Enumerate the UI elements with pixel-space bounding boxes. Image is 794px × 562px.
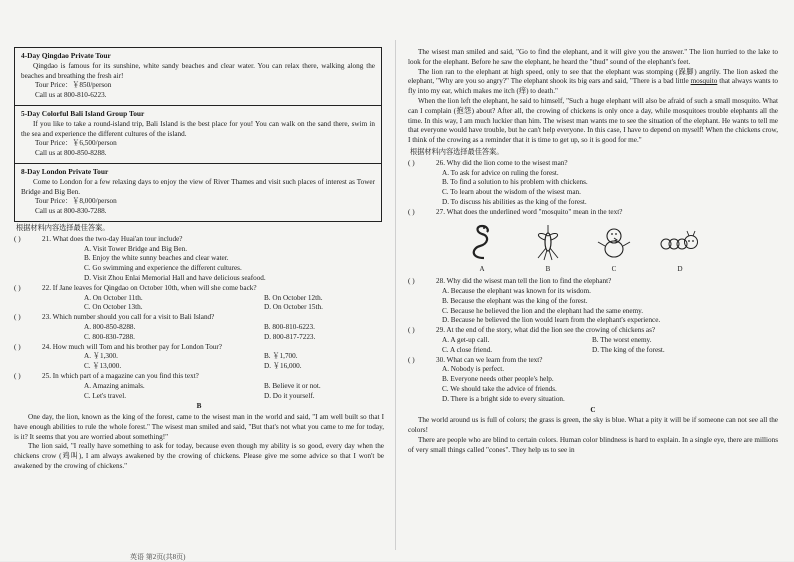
question-23 xyxy=(14,313,384,342)
question-stem: 24. How much will Tom and his brother pay for London Tour? xyxy=(42,342,222,351)
bird-icon xyxy=(592,222,636,262)
picture-label: D xyxy=(677,265,683,274)
story-paragraph: The world around us is full of colors; the grass is green, the sky is blue. What a pity it will be if someone can not see all the colors! xyxy=(408,416,778,435)
option: C. 800-830-7288. xyxy=(84,332,135,341)
question-28 xyxy=(408,277,778,326)
page-footer: 英语 第2页(共8页) xyxy=(130,553,186,561)
option-list xyxy=(408,169,778,208)
option-list xyxy=(408,287,778,326)
instruction-a: 根据材料内容选择最佳答案。 xyxy=(16,223,110,232)
option: D. On October 15th. xyxy=(264,303,323,312)
option: D. There is a bright side to every situation. xyxy=(442,394,565,403)
answer-blank[interactable]: ( ) xyxy=(408,326,415,335)
story-paragraph: The lion said, "I really have something to ask for today, because even though my ability is so good, every day when the chickens crow (鸡叫), I am always awakened by the crowing of chickens. Please give me some advice so that I won't be awakened by the crowing of chickens." xyxy=(14,442,384,471)
option: A. Amazing animals. xyxy=(84,381,145,390)
story-paragraph xyxy=(408,68,778,97)
ad-phone: Call us at 800-810-6223. xyxy=(35,91,107,100)
option: C. We should take the advice of friends. xyxy=(442,384,557,393)
caterpillar-icon xyxy=(658,222,702,262)
question-stem: 29. At the end of the story, what did the lion see the crowing of chickens as? xyxy=(436,326,656,335)
column-divider xyxy=(395,40,396,550)
mosquito-icon xyxy=(526,222,570,262)
question-stem: 23. Which number should you call for a visit to Bali Island? xyxy=(42,313,215,322)
option: A. Because the elephant was known for its wisdom. xyxy=(442,286,591,295)
option: C. On October 13th. xyxy=(84,303,143,312)
question-stem: 27. What does the underlined word "mosquito" mean in the text? xyxy=(436,207,623,216)
option-list xyxy=(14,294,384,314)
option: A. 800-850-8288. xyxy=(84,322,136,331)
ad-price: Tour Price：￥850/person xyxy=(35,81,112,90)
option: D. Do it yourself. xyxy=(264,391,315,400)
question-25 xyxy=(14,372,384,401)
snake-icon xyxy=(460,222,504,262)
option: B. To find a solution to his problem with chickens. xyxy=(442,178,588,187)
option: B. On October 12th. xyxy=(264,293,323,302)
question-stem: 21. What does the two-day Huai'an tour include? xyxy=(42,234,183,243)
question-30 xyxy=(408,356,778,405)
tour-ad-bali xyxy=(15,106,381,164)
option: D. To discuss his abilities as the king of the forest. xyxy=(442,197,587,206)
section-b-heading: B xyxy=(196,402,202,411)
tour-ad-qingdao xyxy=(15,48,381,106)
option: B. ￥1,700. xyxy=(264,352,298,361)
question-29 xyxy=(408,326,778,355)
ad-phone: Call us at 800-850-8288. xyxy=(35,149,107,158)
ad-title: 4-Day Qingdao Private Tour xyxy=(21,51,111,60)
option: B. 800-810-6223. xyxy=(264,322,315,331)
option: C. Go swimming and experience the different cultures. xyxy=(84,264,242,273)
picture-label: C xyxy=(611,265,617,274)
option: D. 800-817-7223. xyxy=(264,332,316,341)
tour-ad-london xyxy=(15,164,381,221)
option-list xyxy=(14,323,384,343)
story-paragraph: The wisest man smiled and said, "Go to find the elephant, and it will give you the answer." The lion hurried to the lake to look for the elephant. Before he saw the elephant, he heard the "thud" sound of the elephant's feet. xyxy=(408,48,778,66)
right-column xyxy=(408,48,778,455)
answer-blank[interactable]: ( ) xyxy=(14,371,21,380)
answer-blank[interactable]: ( ) xyxy=(408,158,415,167)
ad-body: Come to London for a few relaxing days to enjoy the view of River Thames and visit such places of interest as Tower Bridge and Big Ben. xyxy=(21,177,375,196)
picture-option-b xyxy=(524,222,572,276)
story-paragraph: One day, the lion, known as the king of the forest, came to the wisest man in the world and said, "I am well built so that I have enough abilities to rule the whole forest." The wisest man smiled and said, "But that's not what you came to me for today, is it? It seems that you are worried about something!" xyxy=(14,413,384,441)
answer-blank[interactable]: ( ) xyxy=(14,283,21,292)
option: B. Enjoy the white sunny beaches and clear water. xyxy=(84,254,229,263)
option: A. On October 11th. xyxy=(84,293,143,302)
question-27 xyxy=(408,208,778,275)
ad-title: 8-Day London Private Tour xyxy=(21,166,109,176)
option: D. ￥16,000. xyxy=(264,362,302,371)
answer-blank[interactable]: ( ) xyxy=(14,234,21,243)
picture-option-c xyxy=(590,222,638,276)
ad-title: 5-Day Colorful Bali Island Group Tour xyxy=(21,108,145,118)
option-list xyxy=(14,352,384,372)
story-paragraph: There are people who are blind to certain colors. Human color blindness is hard to explain. In a single eye, there are millions of very small things called "cones". They help us to see in xyxy=(408,435,778,454)
option: C. Because he believed the lion and the elephant had the same enemy. xyxy=(442,306,644,315)
story-text: that always wants to fly into my ear, which makes me itch (痒) to death." xyxy=(408,77,779,96)
ad-price: Tour Price：￥6,500/person xyxy=(35,139,117,148)
option: A. A get-up call. xyxy=(442,335,490,344)
option: C. Let's travel. xyxy=(84,391,127,400)
answer-blank[interactable]: ( ) xyxy=(14,342,21,351)
option: B. The worst enemy. xyxy=(592,335,652,344)
option: A. Visit Tower Bridge and Big Ben. xyxy=(84,244,188,253)
option: A. ￥1,300. xyxy=(84,352,118,361)
option: A. To ask for advice on ruling the forest. xyxy=(442,168,559,177)
question-stem: 25. In which part of a magazine can you find this text? xyxy=(42,371,199,380)
answer-blank[interactable]: ( ) xyxy=(408,277,415,286)
ad-body: Qingdao is famous for its sunshine, white sandy beaches and clear water. You can relax there, walking along the beaches and breathing the fresh air! xyxy=(21,61,375,80)
ad-body: If you like to take a round-island trip, Bali Island is the best place for you! You can walk on the sand there, swim in the sea and experience the different cultures of the island. xyxy=(21,119,375,138)
picture-label: B xyxy=(545,265,551,274)
ad-phone: Call us at 800-830-7288. xyxy=(35,207,107,216)
question-stem: 30. What can we learn from the text? xyxy=(436,355,543,364)
ad-price: Tour Price：￥8,000/person xyxy=(35,197,117,206)
option: D. Visit Zhou Enlai Memorial Hall and have delicious seafood. xyxy=(84,273,266,282)
instruction-b: 根据材料内容选择最佳答案。 xyxy=(410,147,504,156)
option: B. Because the elephant was the king of the forest. xyxy=(442,296,588,305)
question-24 xyxy=(14,343,384,372)
underlined-word-mosquito: mosquito xyxy=(690,77,718,86)
option-list xyxy=(408,336,778,356)
question-stem: 22. If Jane leaves for Qingdao on October 10th, when will she come back? xyxy=(42,283,257,292)
option-list xyxy=(408,365,778,404)
option: C. ￥13,000. xyxy=(84,362,122,371)
section-c-heading: C xyxy=(590,405,596,414)
option-list xyxy=(14,382,384,402)
picture-label: A xyxy=(479,265,485,274)
option: C. A close friend. xyxy=(442,345,493,354)
option: A. Nobody is perfect. xyxy=(442,365,505,374)
question-22 xyxy=(14,284,384,313)
answer-blank[interactable]: ( ) xyxy=(408,207,415,216)
question-stem: 26. Why did the lion come to the wisest man? xyxy=(436,158,568,167)
option: C. To learn about the wisdom of the wisest man. xyxy=(442,188,581,197)
left-column xyxy=(14,0,384,472)
tour-ads-table xyxy=(14,47,382,222)
story-paragraph: When the lion left the elephant, he said to himself, "Such a huge elephant will also be afraid of such a small mosquito. What can I complain (抱怨) about? After all, the crowing of chickens is only once a day, while mosquitoes trouble elephants all the time. In this way, I am much luckier than him. The wisest man wants me to see the situation of the elephant. He wants to tell me that everyone would have trouble, but he can't help everyone. In this case, I have to depend on myself! When the chickens crow, I think of the crowing as a reminder that it is time to get up, so it is good for me." xyxy=(408,96,778,145)
option: D. Because he believed the lion would learn from the elephant's experience. xyxy=(442,316,661,325)
question-21 xyxy=(14,235,384,284)
answer-blank[interactable]: ( ) xyxy=(408,355,415,364)
question-26 xyxy=(408,159,778,208)
answer-blank[interactable]: ( ) xyxy=(14,313,21,322)
question-stem: 28. Why did the wisest man tell the lion to find the elephant? xyxy=(436,277,612,286)
picture-option-a xyxy=(458,222,506,276)
story-text: The lion ran to the elephant at high speed, only to see that the elephant was stomping (跺脚) angrily. The lion asked the elephant, "Why are you so angry?" The elephant shook its big ears and said, "There is a bad little xyxy=(408,67,778,86)
option: D. The king of the forest. xyxy=(592,345,665,354)
option: B. Everyone needs other people's help. xyxy=(442,375,554,384)
option-list xyxy=(14,245,384,284)
option: B. Believe it or not. xyxy=(264,381,321,390)
picture-option-d xyxy=(656,222,704,276)
picture-options xyxy=(458,222,778,276)
